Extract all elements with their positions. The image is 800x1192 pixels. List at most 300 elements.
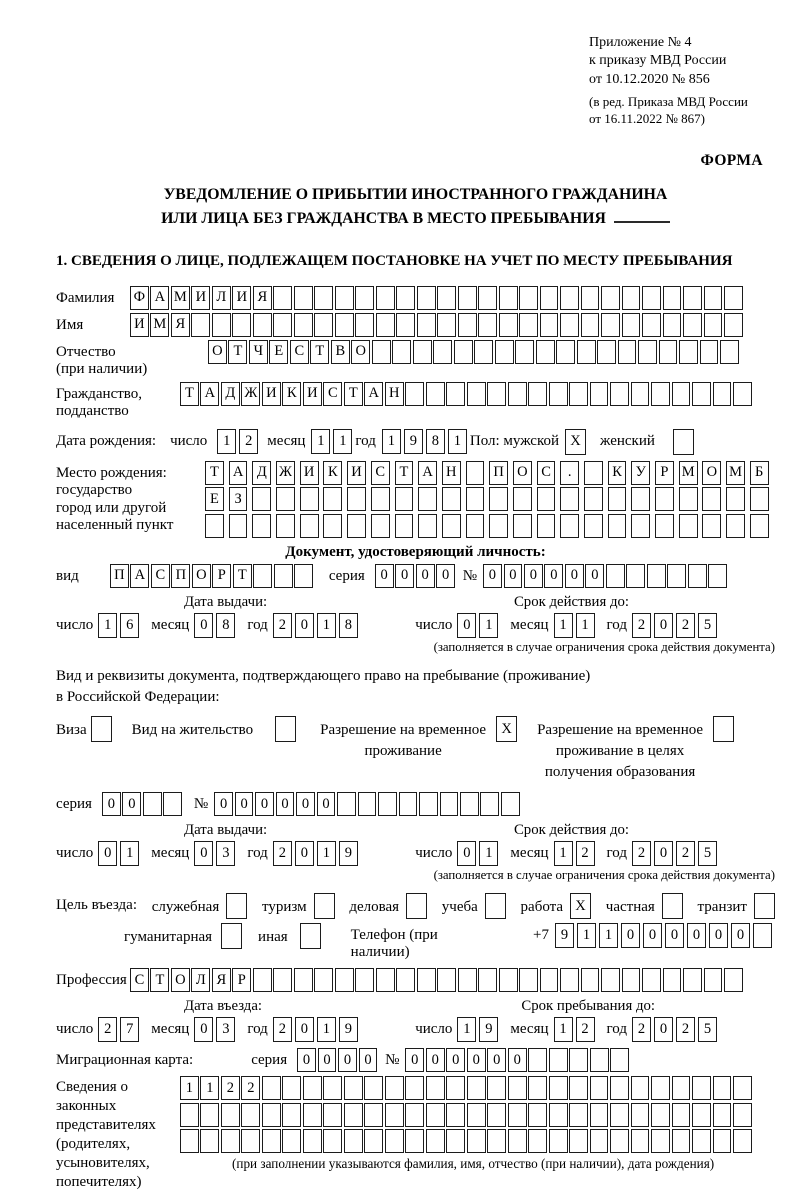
- char-box[interactable]: Т: [150, 968, 169, 992]
- char-box[interactable]: [405, 382, 424, 406]
- char-box[interactable]: 6: [120, 613, 139, 638]
- char-box[interactable]: [720, 340, 739, 364]
- char-box[interactable]: Е: [269, 340, 288, 364]
- char-box[interactable]: [513, 487, 532, 511]
- char-box[interactable]: [549, 1129, 568, 1153]
- char-box[interactable]: Ф: [130, 286, 149, 310]
- char-box[interactable]: 0: [621, 923, 640, 948]
- char-box[interactable]: 0: [318, 1048, 337, 1072]
- char-box[interactable]: [528, 1048, 547, 1072]
- char-box[interactable]: [426, 1129, 445, 1153]
- char-box[interactable]: [683, 286, 702, 310]
- char-box[interactable]: [713, 382, 732, 406]
- char-box[interactable]: [610, 382, 629, 406]
- char-box[interactable]: [376, 286, 395, 310]
- char-box[interactable]: [480, 792, 499, 816]
- char-box[interactable]: [478, 286, 497, 310]
- char-box[interactable]: Л: [212, 286, 231, 310]
- char-box[interactable]: 8: [216, 613, 235, 638]
- char-box[interactable]: 0: [508, 1048, 527, 1072]
- char-box[interactable]: [489, 514, 508, 538]
- char-box[interactable]: 0: [194, 1017, 213, 1042]
- char-box[interactable]: [262, 1103, 281, 1127]
- char-box[interactable]: [508, 1076, 527, 1100]
- char-box[interactable]: 0: [483, 564, 502, 588]
- char-box[interactable]: [577, 340, 596, 364]
- char-box[interactable]: [405, 1103, 424, 1127]
- char-box[interactable]: [446, 1103, 465, 1127]
- char-box[interactable]: [733, 382, 752, 406]
- char-box[interactable]: С: [151, 564, 170, 588]
- char-box[interactable]: 1: [479, 841, 498, 866]
- char-box[interactable]: [713, 1103, 732, 1127]
- char-box[interactable]: Р: [655, 461, 674, 485]
- char-box[interactable]: 5: [698, 1017, 717, 1042]
- char-box[interactable]: [474, 340, 493, 364]
- char-box[interactable]: [501, 792, 520, 816]
- char-box[interactable]: О: [171, 968, 190, 992]
- char-box[interactable]: [205, 514, 224, 538]
- char-box[interactable]: [655, 487, 674, 511]
- char-box[interactable]: 0: [643, 923, 662, 948]
- char-box[interactable]: [631, 1103, 650, 1127]
- char-box[interactable]: И: [300, 461, 319, 485]
- char-box[interactable]: [314, 286, 333, 310]
- char-box[interactable]: [581, 313, 600, 337]
- char-box[interactable]: [601, 313, 620, 337]
- char-box[interactable]: З: [229, 487, 248, 511]
- char-box[interactable]: [560, 313, 579, 337]
- char-box[interactable]: 8: [339, 613, 358, 638]
- char-box[interactable]: [528, 1129, 547, 1153]
- char-box[interactable]: О: [513, 461, 532, 485]
- char-box[interactable]: [180, 1129, 199, 1153]
- char-box[interactable]: И: [191, 286, 210, 310]
- char-box[interactable]: [528, 1103, 547, 1127]
- char-box[interactable]: 1: [120, 841, 139, 866]
- char-box[interactable]: [750, 487, 769, 511]
- char-box[interactable]: [241, 1129, 260, 1153]
- char-box[interactable]: 7: [120, 1017, 139, 1042]
- char-box[interactable]: [724, 313, 743, 337]
- char-box[interactable]: [253, 968, 272, 992]
- char-box[interactable]: [692, 1076, 711, 1100]
- char-box[interactable]: [358, 792, 377, 816]
- char-box[interactable]: 8: [426, 429, 445, 454]
- char-box[interactable]: [371, 514, 390, 538]
- char-box[interactable]: 9: [339, 841, 358, 866]
- char-box[interactable]: [458, 286, 477, 310]
- char-box[interactable]: 0: [654, 841, 673, 866]
- char-box[interactable]: [273, 286, 292, 310]
- char-box[interactable]: .: [560, 461, 579, 485]
- char-box[interactable]: [335, 968, 354, 992]
- char-box[interactable]: А: [200, 382, 219, 406]
- char-box[interactable]: 1: [317, 841, 336, 866]
- char-box[interactable]: И: [262, 382, 281, 406]
- char-box[interactable]: [610, 1076, 629, 1100]
- char-box[interactable]: [467, 1076, 486, 1100]
- char-box[interactable]: 1: [577, 923, 596, 948]
- char-box[interactable]: К: [608, 461, 627, 485]
- char-box[interactable]: [608, 487, 627, 511]
- char-box[interactable]: [385, 1103, 404, 1127]
- char-box[interactable]: [323, 514, 342, 538]
- char-box[interactable]: [460, 792, 479, 816]
- char-box[interactable]: [252, 514, 271, 538]
- char-box[interactable]: 9: [479, 1017, 498, 1042]
- char-box[interactable]: [273, 968, 292, 992]
- char-box[interactable]: [655, 514, 674, 538]
- char-box[interactable]: Н: [385, 382, 404, 406]
- char-box[interactable]: [495, 340, 514, 364]
- char-box[interactable]: [569, 1103, 588, 1127]
- char-box[interactable]: [622, 968, 641, 992]
- char-box[interactable]: Л: [191, 968, 210, 992]
- char-box[interactable]: [364, 1076, 383, 1100]
- char-box[interactable]: 0: [295, 841, 314, 866]
- char-box[interactable]: 0: [654, 613, 673, 638]
- char-box[interactable]: [569, 1129, 588, 1153]
- char-box[interactable]: Т: [180, 382, 199, 406]
- char-box[interactable]: [702, 514, 721, 538]
- char-box[interactable]: В: [331, 340, 350, 364]
- char-box[interactable]: [467, 1129, 486, 1153]
- char-box[interactable]: [314, 968, 333, 992]
- char-box[interactable]: 1: [317, 1017, 336, 1042]
- char-box[interactable]: [440, 792, 459, 816]
- char-box[interactable]: [631, 1076, 650, 1100]
- char-box[interactable]: [442, 487, 461, 511]
- char-box[interactable]: [549, 1048, 568, 1072]
- char-box[interactable]: [405, 1129, 424, 1153]
- char-box[interactable]: Ч: [249, 340, 268, 364]
- checkbox-purpose-tourism[interactable]: [314, 893, 335, 919]
- char-box[interactable]: 0: [731, 923, 750, 948]
- char-box[interactable]: [344, 1129, 363, 1153]
- char-box[interactable]: [651, 1076, 670, 1100]
- char-box[interactable]: [418, 514, 437, 538]
- char-box[interactable]: [282, 1129, 301, 1153]
- char-box[interactable]: Я: [253, 286, 272, 310]
- char-box[interactable]: О: [208, 340, 227, 364]
- char-box[interactable]: [536, 340, 555, 364]
- char-box[interactable]: [704, 968, 723, 992]
- char-box[interactable]: 5: [698, 613, 717, 638]
- char-box[interactable]: Ж: [276, 461, 295, 485]
- char-box[interactable]: [399, 792, 418, 816]
- char-box[interactable]: [405, 1076, 424, 1100]
- checkbox-sex-male[interactable]: X: [565, 429, 586, 455]
- char-box[interactable]: [446, 382, 465, 406]
- char-box[interactable]: П: [489, 461, 508, 485]
- char-box[interactable]: 0: [654, 1017, 673, 1042]
- char-box[interactable]: [590, 1103, 609, 1127]
- char-box[interactable]: 0: [665, 923, 684, 948]
- char-box[interactable]: [499, 968, 518, 992]
- char-box[interactable]: 0: [317, 792, 336, 816]
- char-box[interactable]: Я: [212, 968, 231, 992]
- char-box[interactable]: [663, 286, 682, 310]
- char-box[interactable]: 2: [576, 841, 595, 866]
- char-box[interactable]: 1: [554, 613, 573, 638]
- char-box[interactable]: 2: [273, 1017, 292, 1042]
- char-box[interactable]: [355, 286, 374, 310]
- char-box[interactable]: [323, 1076, 342, 1100]
- char-box[interactable]: Р: [212, 564, 231, 588]
- char-box[interactable]: [556, 340, 575, 364]
- char-box[interactable]: 1: [98, 613, 117, 638]
- char-box[interactable]: 9: [555, 923, 574, 948]
- char-box[interactable]: [672, 1129, 691, 1153]
- char-box[interactable]: [419, 792, 438, 816]
- checkbox-purpose-official[interactable]: [226, 893, 247, 919]
- char-box[interactable]: [376, 313, 395, 337]
- char-box[interactable]: [702, 487, 721, 511]
- char-box[interactable]: [519, 313, 538, 337]
- checkbox-purpose-business[interactable]: [406, 893, 427, 919]
- char-box[interactable]: [433, 340, 452, 364]
- char-box[interactable]: 0: [687, 923, 706, 948]
- char-box[interactable]: [191, 313, 210, 337]
- char-box[interactable]: [560, 514, 579, 538]
- char-box[interactable]: [519, 286, 538, 310]
- char-box[interactable]: [426, 382, 445, 406]
- char-box[interactable]: [560, 968, 579, 992]
- char-box[interactable]: [180, 1103, 199, 1127]
- char-box[interactable]: [253, 564, 272, 588]
- char-box[interactable]: [713, 1129, 732, 1153]
- char-box[interactable]: [679, 340, 698, 364]
- char-box[interactable]: [622, 313, 641, 337]
- char-box[interactable]: [704, 286, 723, 310]
- char-box[interactable]: [672, 1103, 691, 1127]
- char-box[interactable]: [364, 1129, 383, 1153]
- char-box[interactable]: [601, 968, 620, 992]
- char-box[interactable]: 0: [709, 923, 728, 948]
- char-box[interactable]: [713, 1076, 732, 1100]
- char-box[interactable]: О: [192, 564, 211, 588]
- char-box[interactable]: [487, 1103, 506, 1127]
- char-box[interactable]: 2: [221, 1076, 240, 1100]
- checkbox-purpose-transit[interactable]: [754, 893, 775, 919]
- char-box[interactable]: 0: [295, 613, 314, 638]
- char-box[interactable]: [454, 340, 473, 364]
- char-box[interactable]: [252, 487, 271, 511]
- char-box[interactable]: А: [150, 286, 169, 310]
- char-box[interactable]: [692, 1129, 711, 1153]
- char-box[interactable]: И: [232, 286, 251, 310]
- char-box[interactable]: [700, 340, 719, 364]
- char-box[interactable]: [355, 313, 374, 337]
- char-box[interactable]: [584, 461, 603, 485]
- char-box[interactable]: 0: [276, 792, 295, 816]
- char-box[interactable]: [631, 487, 650, 511]
- char-box[interactable]: [347, 514, 366, 538]
- char-box[interactable]: 3: [216, 1017, 235, 1042]
- char-box[interactable]: [508, 1103, 527, 1127]
- char-box[interactable]: [515, 340, 534, 364]
- char-box[interactable]: [724, 968, 743, 992]
- char-box[interactable]: [606, 564, 625, 588]
- checkbox-purpose-private[interactable]: [662, 893, 683, 919]
- char-box[interactable]: [300, 514, 319, 538]
- char-box[interactable]: [647, 564, 666, 588]
- char-box[interactable]: 1: [317, 613, 336, 638]
- char-box[interactable]: 0: [487, 1048, 506, 1072]
- char-box[interactable]: [537, 487, 556, 511]
- char-box[interactable]: [294, 286, 313, 310]
- char-box[interactable]: [753, 923, 772, 948]
- char-box[interactable]: [467, 382, 486, 406]
- char-box[interactable]: 2: [576, 1017, 595, 1042]
- char-box[interactable]: [487, 382, 506, 406]
- char-box[interactable]: [622, 286, 641, 310]
- char-box[interactable]: 2: [98, 1017, 117, 1042]
- char-box[interactable]: Я: [171, 313, 190, 337]
- char-box[interactable]: [300, 487, 319, 511]
- char-box[interactable]: 0: [416, 564, 435, 588]
- char-box[interactable]: [540, 968, 559, 992]
- char-box[interactable]: [642, 968, 661, 992]
- char-box[interactable]: А: [130, 564, 149, 588]
- char-box[interactable]: Т: [310, 340, 329, 364]
- char-box[interactable]: Т: [233, 564, 252, 588]
- char-box[interactable]: [679, 514, 698, 538]
- char-box[interactable]: [519, 968, 538, 992]
- char-box[interactable]: [659, 340, 678, 364]
- checkbox-temporary-residence-education[interactable]: [713, 716, 734, 742]
- char-box[interactable]: [569, 382, 588, 406]
- char-box[interactable]: [590, 382, 609, 406]
- char-box[interactable]: Д: [252, 461, 271, 485]
- char-box[interactable]: [200, 1103, 219, 1127]
- char-box[interactable]: [437, 968, 456, 992]
- char-box[interactable]: [590, 1076, 609, 1100]
- char-box[interactable]: 2: [273, 841, 292, 866]
- char-box[interactable]: [560, 487, 579, 511]
- char-box[interactable]: И: [303, 382, 322, 406]
- char-box[interactable]: [724, 286, 743, 310]
- char-box[interactable]: [417, 968, 436, 992]
- char-box[interactable]: 0: [426, 1048, 445, 1072]
- char-box[interactable]: [282, 1076, 301, 1100]
- char-box[interactable]: [323, 487, 342, 511]
- char-box[interactable]: [458, 968, 477, 992]
- char-box[interactable]: [355, 968, 374, 992]
- char-box[interactable]: [335, 313, 354, 337]
- char-box[interactable]: 0: [395, 564, 414, 588]
- char-box[interactable]: [618, 340, 637, 364]
- char-box[interactable]: [143, 792, 162, 816]
- char-box[interactable]: [371, 487, 390, 511]
- char-box[interactable]: Б: [750, 461, 769, 485]
- char-box[interactable]: 1: [479, 613, 498, 638]
- char-box[interactable]: [513, 514, 532, 538]
- char-box[interactable]: [651, 1103, 670, 1127]
- char-box[interactable]: Т: [228, 340, 247, 364]
- char-box[interactable]: 0: [359, 1048, 378, 1072]
- char-box[interactable]: [692, 1103, 711, 1127]
- char-box[interactable]: [274, 564, 293, 588]
- char-box[interactable]: [253, 313, 272, 337]
- char-box[interactable]: [692, 382, 711, 406]
- char-box[interactable]: П: [110, 564, 129, 588]
- char-box[interactable]: 0: [297, 1048, 316, 1072]
- char-box[interactable]: [437, 313, 456, 337]
- char-box[interactable]: А: [229, 461, 248, 485]
- char-box[interactable]: 2: [632, 841, 651, 866]
- char-box[interactable]: [446, 1076, 465, 1100]
- char-box[interactable]: [376, 968, 395, 992]
- char-box[interactable]: [478, 313, 497, 337]
- char-box[interactable]: [733, 1129, 752, 1153]
- char-box[interactable]: [560, 286, 579, 310]
- char-box[interactable]: [417, 313, 436, 337]
- char-box[interactable]: М: [726, 461, 745, 485]
- char-box[interactable]: 0: [214, 792, 233, 816]
- char-box[interactable]: [688, 564, 707, 588]
- char-box[interactable]: [726, 514, 745, 538]
- char-box[interactable]: [458, 313, 477, 337]
- char-box[interactable]: [163, 792, 182, 816]
- char-box[interactable]: [540, 286, 559, 310]
- char-box[interactable]: 0: [255, 792, 274, 816]
- char-box[interactable]: У: [631, 461, 650, 485]
- char-box[interactable]: [638, 340, 657, 364]
- char-box[interactable]: [396, 313, 415, 337]
- char-box[interactable]: [323, 1129, 342, 1153]
- char-box[interactable]: И: [130, 313, 149, 337]
- char-box[interactable]: 0: [338, 1048, 357, 1072]
- char-box[interactable]: [590, 1129, 609, 1153]
- char-box[interactable]: [378, 792, 397, 816]
- char-box[interactable]: [549, 382, 568, 406]
- char-box[interactable]: 0: [504, 564, 523, 588]
- checkbox-sex-female[interactable]: [673, 429, 694, 455]
- char-box[interactable]: К: [282, 382, 301, 406]
- char-box[interactable]: [590, 1048, 609, 1072]
- char-box[interactable]: [597, 340, 616, 364]
- checkbox-purpose-humanitarian[interactable]: [221, 923, 242, 949]
- char-box[interactable]: 2: [241, 1076, 260, 1100]
- char-box[interactable]: [232, 313, 251, 337]
- char-box[interactable]: [337, 792, 356, 816]
- char-box[interactable]: 0: [122, 792, 141, 816]
- char-box[interactable]: [487, 1076, 506, 1100]
- char-box[interactable]: [549, 1103, 568, 1127]
- char-box[interactable]: 2: [239, 429, 258, 454]
- char-box[interactable]: 1: [599, 923, 618, 948]
- char-box[interactable]: [499, 313, 518, 337]
- checkbox-purpose-work[interactable]: X: [570, 893, 591, 919]
- char-box[interactable]: [347, 487, 366, 511]
- char-box[interactable]: 0: [446, 1048, 465, 1072]
- char-box[interactable]: [672, 382, 691, 406]
- char-box[interactable]: 0: [544, 564, 563, 588]
- char-box[interactable]: [651, 382, 670, 406]
- char-box[interactable]: 0: [524, 564, 543, 588]
- char-box[interactable]: [704, 313, 723, 337]
- char-box[interactable]: [413, 340, 432, 364]
- char-box[interactable]: М: [679, 461, 698, 485]
- checkbox-temporary-residence[interactable]: X: [496, 716, 517, 742]
- char-box[interactable]: [335, 286, 354, 310]
- char-box[interactable]: С: [290, 340, 309, 364]
- char-box[interactable]: [733, 1103, 752, 1127]
- char-box[interactable]: [446, 1129, 465, 1153]
- char-box[interactable]: 1: [333, 429, 352, 454]
